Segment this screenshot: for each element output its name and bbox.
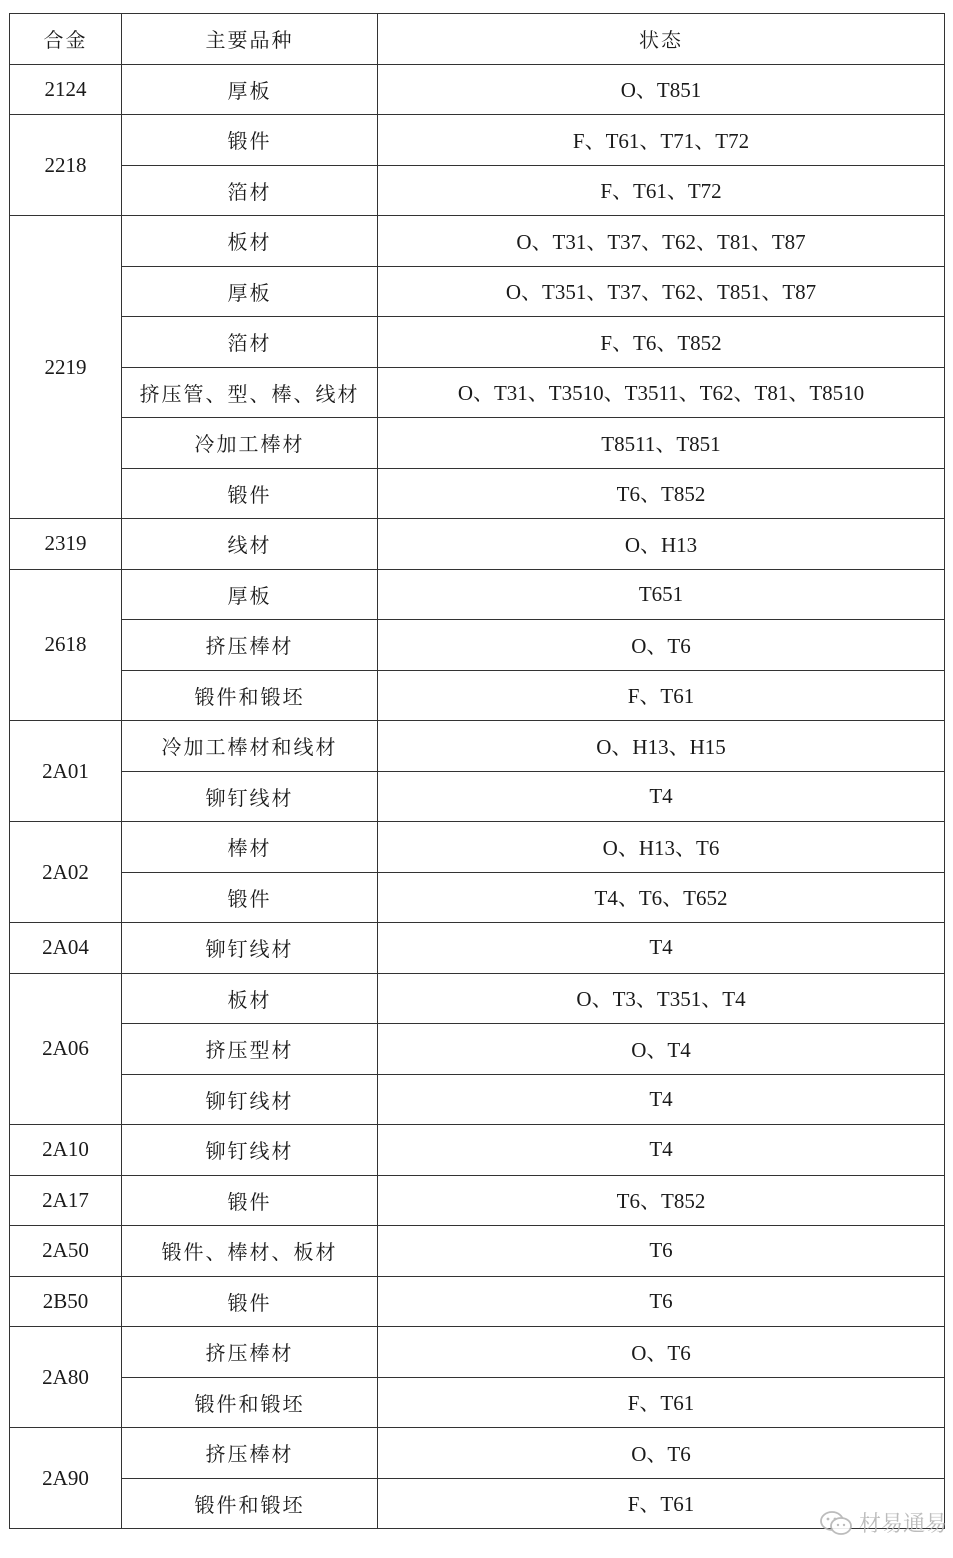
table-row [10,721,945,772]
product-form-cell: 冷加工棒材和线材 [122,721,378,772]
table-row [10,923,945,974]
temper-cell: O、T6 [378,620,945,671]
temper-cell: T6 [378,1226,945,1277]
temper-cell: O、T4 [378,1024,945,1075]
alloy-cell: 2A10 [10,1125,122,1176]
product-form-cell: 棒材 [122,822,378,873]
watermark-text: 材易通易 [858,1512,947,1537]
table-row [10,973,945,1024]
wechat-icon [819,1510,853,1536]
product-form-cell: 锻件 [122,1175,378,1226]
table-row [10,64,945,115]
table-row [10,367,945,418]
product-form-cell: 锻件 [122,115,378,166]
temper-cell: F、T61、T72 [378,165,945,216]
alloy-cell: 2A04 [10,923,122,974]
table-row [10,620,945,671]
table-row [10,771,945,822]
table-row [10,1175,945,1226]
product-form-cell: 厚板 [122,569,378,620]
temper-cell: O、H13、T6 [378,822,945,873]
product-form-cell: 锻件 [122,1276,378,1327]
product-form-cell: 挤压棒材 [122,1327,378,1378]
alloy-cell: 2618 [10,569,122,721]
product-form-cell: 锻件和锻坯 [122,1478,378,1529]
temper-cell: T4 [378,1074,945,1125]
temper-cell: T6、T852 [378,1175,945,1226]
product-form-cell: 锻件 [122,468,378,519]
header-alloy: 合金 [10,14,122,65]
temper-cell: O、T6 [378,1327,945,1378]
temper-cell: O、T6 [378,1428,945,1479]
temper-cell: T4 [378,1125,945,1176]
alloy-cell: 2A01 [10,721,122,822]
table-header-row [10,14,945,65]
table-row [10,1226,945,1277]
temper-cell: F、T6、T852 [378,317,945,368]
table-row [10,1327,945,1378]
product-form-cell: 铆钉线材 [122,1125,378,1176]
table-row [10,115,945,166]
alloy-temper-table [9,13,945,1529]
product-form-cell: 锻件、棒材、板材 [122,1226,378,1277]
alloy-cell: 2A17 [10,1175,122,1226]
product-form-cell: 铆钉线材 [122,1074,378,1125]
product-form-cell: 箔材 [122,317,378,368]
alloy-cell: 2124 [10,64,122,115]
product-form-cell: 线材 [122,519,378,570]
product-form-cell: 箔材 [122,165,378,216]
product-form-cell: 锻件 [122,872,378,923]
table-row [10,569,945,620]
temper-cell: O、T851 [378,64,945,115]
temper-cell: O、H13 [378,519,945,570]
table-row [10,1125,945,1176]
product-form-cell: 厚板 [122,266,378,317]
temper-cell: O、T31、T37、T62、T81、T87 [378,216,945,267]
table-row [10,418,945,469]
table-row [10,468,945,519]
product-form-cell: 挤压棒材 [122,1428,378,1479]
product-form-cell: 挤压管、型、棒、线材 [122,367,378,418]
table-row [10,1428,945,1479]
table-row [10,266,945,317]
temper-cell: T4 [378,923,945,974]
header-temper: 状态 [378,14,945,65]
header-form: 主要品种 [122,14,378,65]
alloy-cell: 2319 [10,519,122,570]
product-form-cell: 铆钉线材 [122,923,378,974]
temper-cell: F、T61 [378,1478,945,1529]
table-body [10,64,945,1529]
alloy-cell: 2B50 [10,1276,122,1327]
product-form-cell: 厚板 [122,64,378,115]
table-row [10,670,945,721]
table-row [10,165,945,216]
temper-cell: O、T351、T37、T62、T851、T87 [378,266,945,317]
product-form-cell: 挤压棒材 [122,620,378,671]
temper-cell: T8511、T851 [378,418,945,469]
alloy-cell: 2A02 [10,822,122,923]
table-row [10,822,945,873]
table-row [10,1276,945,1327]
product-form-cell: 铆钉线材 [122,771,378,822]
temper-cell: F、T61 [378,1377,945,1428]
table-row [10,872,945,923]
product-form-cell: 锻件和锻坯 [122,670,378,721]
temper-cell: T6 [378,1276,945,1327]
temper-cell: F、T61、T71、T72 [378,115,945,166]
temper-cell: T4、T6、T652 [378,872,945,923]
alloy-cell: 2218 [10,115,122,216]
temper-cell: F、T61 [378,670,945,721]
alloy-cell: 2A80 [10,1327,122,1428]
table-row [10,519,945,570]
table-row [10,1024,945,1075]
temper-cell: O、T3、T351、T4 [378,973,945,1024]
temper-cell: O、T31、T3510、T3511、T62、T81、T8510 [378,367,945,418]
temper-cell: T6、T852 [378,468,945,519]
table-row [10,1074,945,1125]
table-row [10,1478,945,1529]
product-form-cell: 锻件和锻坯 [122,1377,378,1428]
table-row [10,317,945,368]
alloy-cell: 2A90 [10,1428,122,1529]
alloy-cell: 2A06 [10,973,122,1125]
product-form-cell: 板材 [122,216,378,267]
temper-cell: T4 [378,771,945,822]
product-form-cell: 冷加工棒材 [122,418,378,469]
table-row [10,216,945,267]
watermark [819,1507,947,1538]
temper-cell: T651 [378,569,945,620]
product-form-cell: 挤压型材 [122,1024,378,1075]
temper-cell: O、H13、H15 [378,721,945,772]
alloy-cell: 2219 [10,216,122,519]
product-form-cell: 板材 [122,973,378,1024]
table-row [10,1377,945,1428]
alloy-cell: 2A50 [10,1226,122,1277]
